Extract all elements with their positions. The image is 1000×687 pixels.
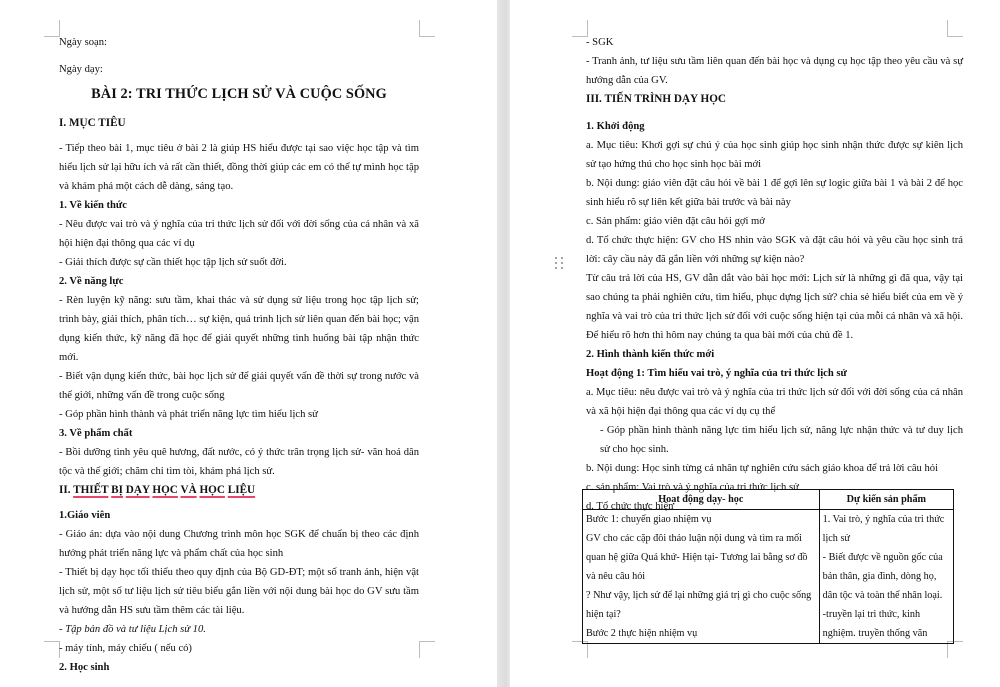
section-2-heading xyxy=(59,481,419,500)
nang-luc-heading: 2. Về năng lực xyxy=(59,276,124,287)
hoat-dong-1-c: c. sản phẩm: Vai trò và ý nghĩa của tri thức lịch sử xyxy=(586,482,799,493)
khoi-dong-c: c. Sản phẩm: giáo viên đặt câu hỏi gợi mở xyxy=(586,216,765,227)
hinh-thanh-heading: 2. Hình thành kiến thức mới xyxy=(586,349,715,360)
cell-line: 1. Vai trò, ý nghĩa của tri thức lịch sử xyxy=(822,514,945,544)
section-1-heading: I. MỤC TIÊU xyxy=(59,117,126,129)
table-cell-activity[interactable] xyxy=(583,510,820,644)
nang-luc-item: - Góp phần hình thành và phát triển năng lực tìm hiểu lịch sử xyxy=(59,409,318,420)
khoi-dong-a: a. Mục tiêu: Khơi gợi sự chú ý của học sinh giúp học sinh nhận thức được sự kiên lịch sử tạo hứng thú cho học sinh học bài mới xyxy=(586,140,963,170)
section-2-prefix: II. xyxy=(59,484,74,496)
hoat-dong-1-heading: Hoạt động 1: Tìm hiểu vai trò, ý nghĩa của tri thức lịch sử xyxy=(586,368,847,379)
khoi-dong-d: d. Tổ chức thực hiện: GV cho HS nhìn vào SGK và đặt câu hỏi và yêu cầu học sinh trả lời: cây cầu này đã gắn liền với những sự kiện nào? xyxy=(586,235,963,265)
khoi-dong-b: b. Nội dung: giáo viên đặt câu hỏi về bài 1 để gợi lên sự logic giữa bài 1 và bài 2 để học sinh hiểu rõ sự liên kết giữa bài trước và bài này xyxy=(586,178,963,208)
cell-line: ? Như vậy, lịch sử để lại những giá trị gì cho cuộc sống hiện tại? xyxy=(586,590,812,620)
hs-item: - SGK xyxy=(586,37,614,48)
section-3-heading: III. TIẾN TRÌNH DẠY HỌC xyxy=(586,93,726,105)
activity-table[interactable] xyxy=(582,489,954,644)
kien-thuc-item: - Nêu được vai trò và ý nghĩa của tri thức lịch sử đối với đời sống của cá nhân và xã hội hiện đại thông qua các ví dụ xyxy=(59,219,419,249)
spellcheck-word[interactable]: HỌC xyxy=(152,484,178,496)
tap-ban-do-text: Tập bản đồ và tư liệu Lịch sử 10. xyxy=(65,624,206,635)
paragraph-drag-handle-icon[interactable] xyxy=(555,257,564,269)
giao-vien-item: - Giáo án: dựa vào nội dung Chương trình môn học SGK để chuẩn bị theo các định hướng phát triển năng lực và phẩm chất của học sinh xyxy=(59,529,419,559)
document-page-1[interactable] xyxy=(0,0,497,687)
kien-thuc-heading: 1. Về kiến thức xyxy=(59,200,127,211)
nang-luc-item: - Rèn luyện kỹ năng: sưu tầm, khai thác và sử dụng sử liệu trong học tập lịch sử; trình bày, giải thích, phân tích… sự kiện, quá trình lịch sử liên quan đến bài học; vận dụng kiến thức, kỹ năng đã học để giải quyết những tình huống bài tập nhận thức mới. xyxy=(59,295,419,363)
table-header-cell: Hoạt động dạy- học xyxy=(583,490,820,510)
pham-chat-item: - Bồi dưỡng tình yêu quê hương, đất nước, có ý thức trân trọng lịch sử- văn hoá dân tộc và thế giới; chăm chỉ tìm tòi, khám phá lịch sử. xyxy=(59,447,419,477)
page-2-body[interactable] xyxy=(586,33,963,516)
spellcheck-word[interactable]: DẠY xyxy=(125,484,150,496)
hoat-dong-1-b: b. Nội dung: Học sinh từng cá nhân tự nghiên cứu sách giáo khoa để trả lời câu hỏi xyxy=(586,463,939,474)
cell-line: - Biết được về nguồn gốc của bản thân, gia đình, dòng họ, dân tộc và toàn thể nhân loại. xyxy=(822,552,943,601)
khoi-dong-heading: 1. Khởi động xyxy=(586,121,645,132)
cell-line: GV cho các cặp đôi thảo luận nội dung và tìm ra mối quan hệ giữa Quá khứ- Hiện tại- Tương lai bằng sơ đồ và nêu câu hỏi xyxy=(586,533,808,582)
nang-luc-item: - Biết vận dụng kiến thức, bài học lịch sử để giải quyết vấn đề thời sự trong nước và thế giới, những vấn đề trong cuộc sống xyxy=(59,371,419,401)
spellcheck-word[interactable]: VÀ xyxy=(180,484,197,496)
hoc-sinh-heading: 2. Học sinh xyxy=(59,662,110,673)
cell-line: Bước 2 thực hiện nhiệm vụ xyxy=(586,628,698,639)
hoat-dong-1-a2: - Góp phần hình thành năng lực tìm hiểu lịch sử, năng lực nhận thức và tư duy lịch sử cho học sinh. xyxy=(600,425,963,455)
hoat-dong-1-a: a. Mục tiêu: nêu được vai trò và ý nghĩa của tri thức lịch sử đối với đời sống của cá nhân và xã hội hiện đại thông qua các ví dụ cụ thể xyxy=(586,387,963,417)
kien-thuc-item: - Giải thích được sự cần thiết học tập lịch sử suốt đời. xyxy=(59,257,287,268)
cell-line: -truyền lại tri thức, kinh nghiệm. truyền thống văn xyxy=(822,609,928,639)
page-1-body[interactable] xyxy=(59,33,419,677)
page-gutter xyxy=(497,0,510,687)
spellcheck-word[interactable]: THIẾT xyxy=(73,484,109,496)
ngay-soan-label: Ngày soạn: xyxy=(59,37,107,48)
giao-vien-item: - Thiết bị dạy học tối thiểu theo quy định của Bộ GD-ĐT; một số tranh ảnh, hiện vật lịch sử, một số tư liệu lịch sử tiêu biểu gắn liền với nội dung bài học do GV sưu tầm và hướng dẫn HS sưu tầm thêm các tài liệu. xyxy=(59,567,419,616)
cell-line: Bước 1: chuyển giao nhiệm vụ xyxy=(586,514,712,525)
giao-vien-item: - máy tính, máy chiếu ( nếu có) xyxy=(59,643,192,654)
hs-item: - Tranh ảnh, tư liệu sưu tầm liên quan đến bài học và dụng cụ học tập theo yêu cầu và sự hướng dẫn của GV. xyxy=(586,56,963,86)
crop-mark-top-left xyxy=(44,20,60,37)
giao-vien-heading: 1.Giáo viên xyxy=(59,510,111,521)
document-page-2[interactable] xyxy=(510,0,1000,687)
spellcheck-word[interactable]: LIỆU xyxy=(227,484,256,496)
table-cell-product[interactable] xyxy=(819,510,953,644)
table-row xyxy=(583,510,954,644)
table-header-cell: Dự kiến sản phẩm xyxy=(819,490,953,510)
lesson-title: BÀI 2: TRI THỨC LỊCH SỬ VÀ CUỘC SỐNG xyxy=(91,86,387,102)
spellcheck-word[interactable]: BỊ xyxy=(111,484,123,496)
hoat-dong-1-d: d. Tổ chức thực hiện xyxy=(586,501,674,512)
spellcheck-word[interactable]: HỌC xyxy=(199,484,225,496)
crop-mark-bottom-right xyxy=(419,641,435,658)
section-1-intro: - Tiếp theo bài 1, mục tiêu ở bài 2 là giúp HS hiểu được tại sao việc học tập và tìm hiểu lịch sử lại hữu ích và rất cần thiết, đồng thời giúp các em có thể tự mình học tập và khám phá một cách dễ dàng, sáng tạo. xyxy=(59,143,419,192)
crop-mark-bottom-left xyxy=(44,641,60,658)
giao-vien-item-italic xyxy=(59,620,419,639)
bullet-dash: - xyxy=(59,624,66,635)
table-header-row xyxy=(583,490,954,510)
khoi-dong-dan-dat: Từ câu trả lời của HS, GV dẫn dắt vào bài học mới: Lịch sử là những gì đã qua, vậy tại sao chúng ta phải nghiên cứu, tìm hiểu, phục dựng lịch sử? chia sẻ hiểu biết của em về ý nghĩa và vai trò của tri thức lịch sử đối với cuộc sống hiện tại của mỗi cá nhân và xã hội. Để hiểu rõ hơn thì hôm nay chúng ta qua bài mới của chủ đề 1. xyxy=(586,273,963,341)
pham-chat-heading: 3. Về phẩm chất xyxy=(59,428,133,439)
crop-mark-top-right xyxy=(419,20,435,37)
ngay-day-label: Ngày dạy: xyxy=(59,64,103,75)
